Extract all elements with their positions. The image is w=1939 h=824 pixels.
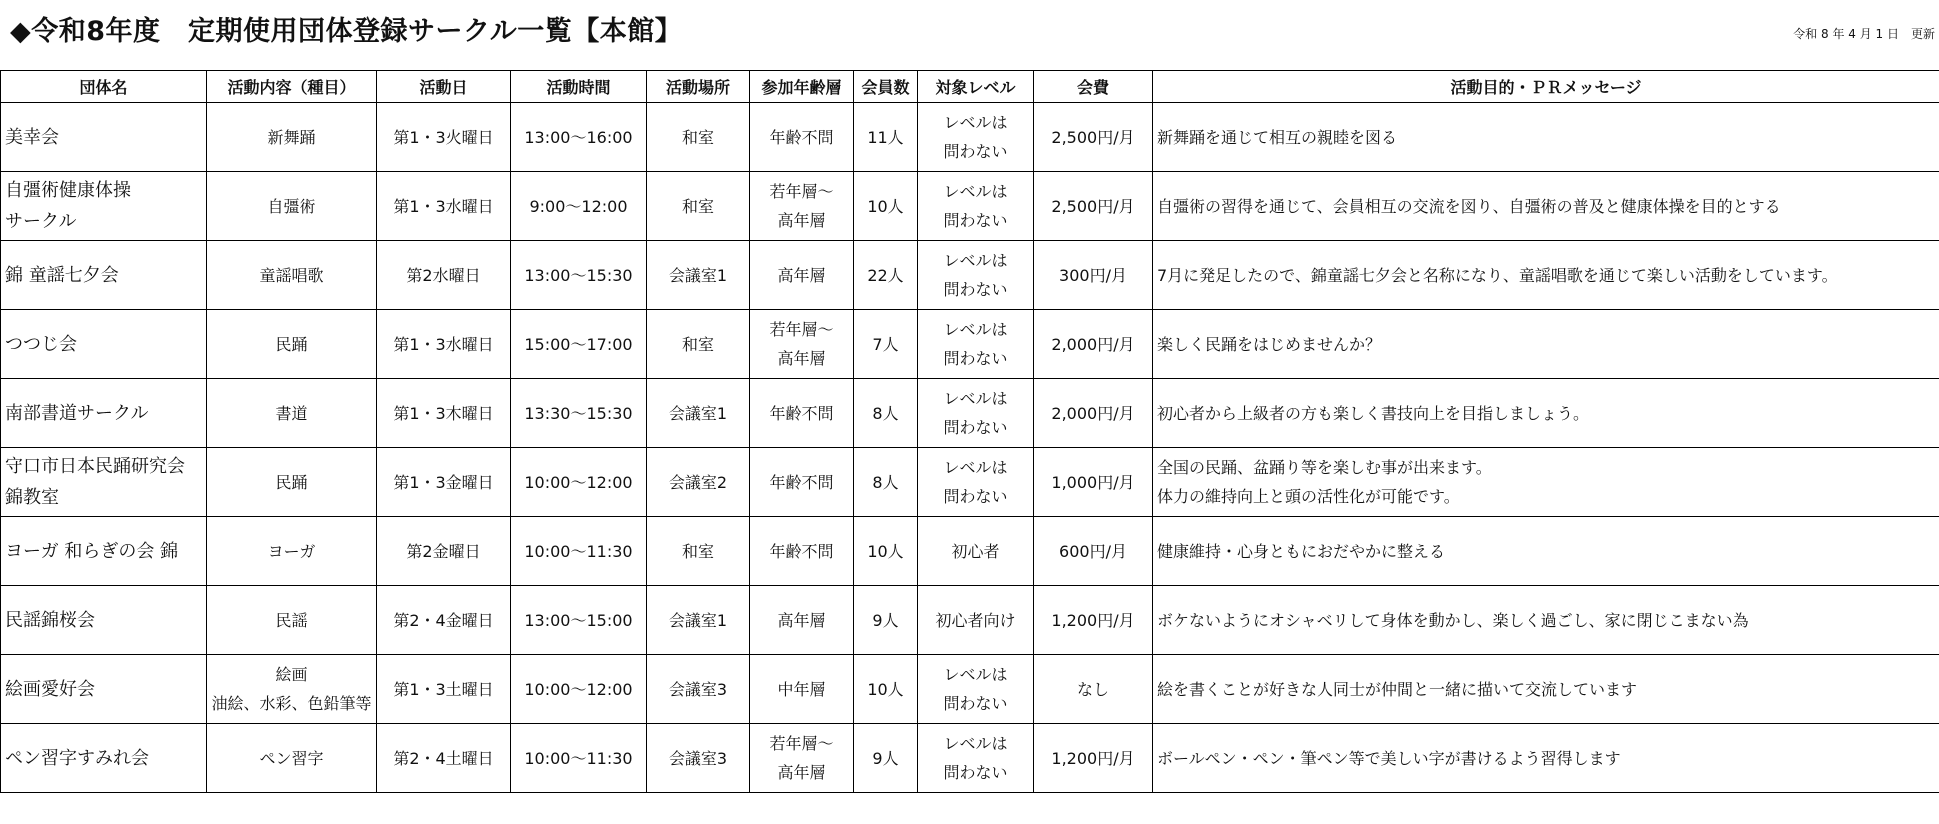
cell-day: 第1・3火曜日 <box>377 103 511 172</box>
cell-name: つつじ会 <box>1 310 207 379</box>
table-row <box>1 724 1939 793</box>
cell-level: レベルは 問わない <box>918 448 1034 517</box>
cell-age: 高年層 <box>750 586 854 655</box>
cell-name: ヨーガ 和らぎの会 錦 <box>1 517 207 586</box>
table-header-row <box>1 71 1939 103</box>
cell-fee: 1,200円/月 <box>1034 586 1153 655</box>
table-row <box>1 448 1939 517</box>
cell-day: 第1・3木曜日 <box>377 379 511 448</box>
cell-members: 9人 <box>854 724 918 793</box>
cell-time: 15:00～17:00 <box>511 310 647 379</box>
updated-date: 令和 8 年 4 月 1 日 更新 <box>1793 27 1935 41</box>
cell-fee: なし <box>1034 655 1153 724</box>
cell-day: 第2水曜日 <box>377 241 511 310</box>
cell-fee: 2,500円/月 <box>1034 103 1153 172</box>
cell-age: 中年層 <box>750 655 854 724</box>
cell-members: 11人 <box>854 103 918 172</box>
cell-pr: 自彊術の習得を通じて、会員相互の交流を図り、自彊術の普及と健康体操を目的とする <box>1153 172 1939 241</box>
cell-day: 第1・3水曜日 <box>377 172 511 241</box>
cell-age: 年齢不問 <box>750 448 854 517</box>
cell-place: 和室 <box>647 517 750 586</box>
cell-level: レベルは 問わない <box>918 724 1034 793</box>
cell-age: 年齢不問 <box>750 103 854 172</box>
cell-level: 初心者 <box>918 517 1034 586</box>
cell-day: 第2金曜日 <box>377 517 511 586</box>
cell-pr: 全国の民踊、盆踊り等を楽しむ事が出来ます。 体力の維持向上と頭の活性化が可能です。 <box>1153 448 1939 517</box>
cell-name: 自彊術健康体操 サークル <box>1 172 207 241</box>
cell-time: 13:00～15:00 <box>511 586 647 655</box>
cell-members: 10人 <box>854 172 918 241</box>
cell-age: 若年層～ 高年層 <box>750 310 854 379</box>
cell-place: 会議室1 <box>647 379 750 448</box>
cell-name: 南部書道サークル <box>1 379 207 448</box>
table-row <box>1 655 1939 724</box>
cell-activity: 絵画 油絵、水彩、色鉛筆等 <box>207 655 377 724</box>
cell-place: 会議室3 <box>647 724 750 793</box>
cell-pr: 楽しく民踊をはじめませんか？ <box>1153 310 1939 379</box>
cell-place: 会議室3 <box>647 655 750 724</box>
cell-day: 第2・4金曜日 <box>377 586 511 655</box>
cell-place: 会議室1 <box>647 241 750 310</box>
cell-level: レベルは 問わない <box>918 310 1034 379</box>
cell-day: 第1・3金曜日 <box>377 448 511 517</box>
cell-pr: 絵を書くことが好きな人同士が仲間と一緒に描いて交流しています <box>1153 655 1939 724</box>
cell-activity: 自彊術 <box>207 172 377 241</box>
cell-day: 第1・3土曜日 <box>377 655 511 724</box>
cell-fee: 1,200円/月 <box>1034 724 1153 793</box>
cell-activity: 書道 <box>207 379 377 448</box>
cell-name: 絵画愛好会 <box>1 655 207 724</box>
col-header-place: 活動場所 <box>647 71 750 103</box>
cell-name: ペン習字すみれ会 <box>1 724 207 793</box>
table-row <box>1 172 1939 241</box>
cell-age: 若年層～ 高年層 <box>750 172 854 241</box>
cell-fee: 2,000円/月 <box>1034 379 1153 448</box>
cell-activity: 民謡 <box>207 586 377 655</box>
circle-table <box>0 70 1939 793</box>
cell-age: 年齢不問 <box>750 379 854 448</box>
cell-place: 和室 <box>647 172 750 241</box>
cell-pr: 健康維持・心身ともにおだやかに整える <box>1153 517 1939 586</box>
cell-level: レベルは 問わない <box>918 655 1034 724</box>
cell-name: 錦 童謡七夕会 <box>1 241 207 310</box>
cell-members: 10人 <box>854 517 918 586</box>
cell-age: 高年層 <box>750 241 854 310</box>
cell-pr: 7月に発足したので、錦童謡七夕会と名称になり、童謡唱歌を通じて楽しい活動をしています。 <box>1153 241 1939 310</box>
col-header-pr: 活動目的・ＰＲメッセージ <box>1153 71 1939 103</box>
cell-pr: ボケないようにオシャベリして身体を動かし、楽しく過ごし、家に閉じこまない為 <box>1153 586 1939 655</box>
cell-level: レベルは 問わない <box>918 172 1034 241</box>
cell-day: 第2・4土曜日 <box>377 724 511 793</box>
cell-time: 10:00～12:00 <box>511 448 647 517</box>
col-header-activity: 活動内容（種目） <box>207 71 377 103</box>
cell-members: 10人 <box>854 655 918 724</box>
cell-time: 10:00～12:00 <box>511 655 647 724</box>
cell-pr: ボールペン・ペン・筆ペン等で美しい字が書けるよう習得します <box>1153 724 1939 793</box>
cell-members: 8人 <box>854 448 918 517</box>
cell-fee: 2,000円/月 <box>1034 310 1153 379</box>
col-header-age: 参加年齢層 <box>750 71 854 103</box>
table-row <box>1 517 1939 586</box>
table-row <box>1 586 1939 655</box>
cell-fee: 1,000円/月 <box>1034 448 1153 517</box>
cell-time: 13:30～15:30 <box>511 379 647 448</box>
cell-time: 10:00～11:30 <box>511 724 647 793</box>
col-header-level: 対象レベル <box>918 71 1034 103</box>
page-title: ◆令和8年度 定期使用団体登録サークル一覧【本館】 <box>10 16 683 47</box>
cell-level: レベルは 問わない <box>918 379 1034 448</box>
cell-level: レベルは 問わない <box>918 103 1034 172</box>
cell-activity: ヨーガ <box>207 517 377 586</box>
cell-place: 和室 <box>647 103 750 172</box>
table-row <box>1 103 1939 172</box>
cell-time: 10:00～11:30 <box>511 517 647 586</box>
cell-activity: 童謡唱歌 <box>207 241 377 310</box>
table-row <box>1 241 1939 310</box>
cell-level: レベルは 問わない <box>918 241 1034 310</box>
table-row <box>1 379 1939 448</box>
cell-age: 年齢不問 <box>750 517 854 586</box>
cell-activity: 民踊 <box>207 310 377 379</box>
cell-age: 若年層～ 高年層 <box>750 724 854 793</box>
cell-place: 会議室1 <box>647 586 750 655</box>
cell-pr: 初心者から上級者の方も楽しく書技向上を目指しましょう。 <box>1153 379 1939 448</box>
cell-place: 会議室2 <box>647 448 750 517</box>
cell-activity: 民踊 <box>207 448 377 517</box>
col-header-time: 活動時間 <box>511 71 647 103</box>
cell-activity: ペン習字 <box>207 724 377 793</box>
cell-members: 8人 <box>854 379 918 448</box>
cell-pr: 新舞踊を通じて相互の親睦を図る <box>1153 103 1939 172</box>
col-header-name: 団体名 <box>1 71 207 103</box>
cell-members: 22人 <box>854 241 918 310</box>
cell-members: 9人 <box>854 586 918 655</box>
cell-fee: 300円/月 <box>1034 241 1153 310</box>
cell-name: 守口市日本民踊研究会 錦教室 <box>1 448 207 517</box>
col-header-fee: 会費 <box>1034 71 1153 103</box>
table-row <box>1 310 1939 379</box>
col-header-members: 会員数 <box>854 71 918 103</box>
cell-fee: 2,500円/月 <box>1034 172 1153 241</box>
col-header-day: 活動日 <box>377 71 511 103</box>
cell-name: 民謡錦桜会 <box>1 586 207 655</box>
cell-time: 9:00～12:00 <box>511 172 647 241</box>
cell-time: 13:00～16:00 <box>511 103 647 172</box>
cell-members: 7人 <box>854 310 918 379</box>
cell-time: 13:00～15:30 <box>511 241 647 310</box>
cell-place: 和室 <box>647 310 750 379</box>
cell-activity: 新舞踊 <box>207 103 377 172</box>
cell-day: 第1・3水曜日 <box>377 310 511 379</box>
cell-level: 初心者向け <box>918 586 1034 655</box>
cell-name: 美幸会 <box>1 103 207 172</box>
cell-fee: 600円/月 <box>1034 517 1153 586</box>
